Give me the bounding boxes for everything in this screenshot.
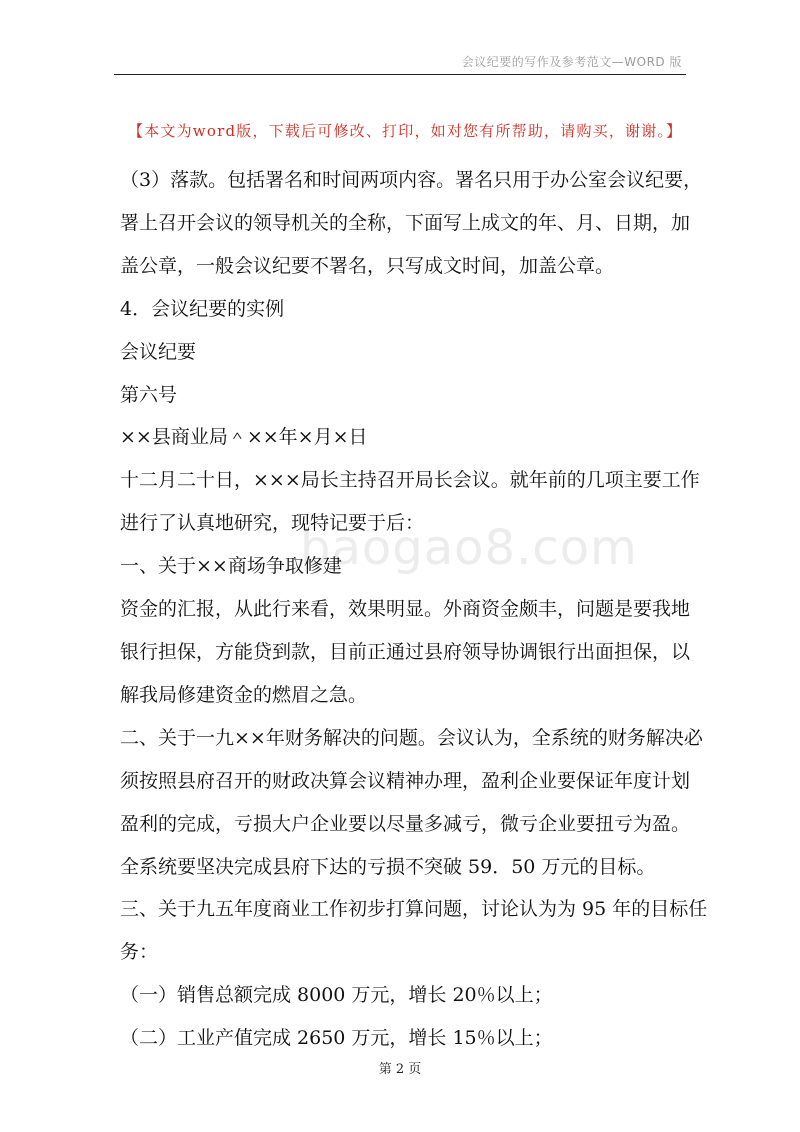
paragraph-line: 解我局修建资金的燃眉之急。 (120, 683, 368, 706)
purchase-notice: 【本文为word版，下载后可修改、打印，如对您有所帮助，请购买，谢谢。】 (128, 122, 683, 140)
header-title: 会议纪要的写作及参考范文—WORD 版 (461, 55, 682, 69)
paragraph-line: （3）落款。包括署名和时间两项内容。署名只用于办公室会议纪要， (120, 169, 703, 191)
page-number: 第 2 页 (378, 1062, 422, 1077)
paragraph-line: 全系统要坚决完成县府下达的亏损不突破 59．50 万元的目标。 (120, 855, 656, 878)
paragraph-line: 4．会议纪要的实例 (120, 297, 285, 320)
paragraph-line: 二、关于一九××年财务解决的问题。会议认为，全系统的财务解决必 (120, 726, 703, 749)
paragraph-line: 三、关于九五年度商业工作初步打算问题，讨论认为为 95 年的目标任 (120, 898, 708, 921)
paragraph-line: 署上召开会议的领导机关的全称，下面写上成文的年、月、日期，加 (120, 211, 691, 234)
paragraph-line: 务： (120, 941, 159, 964)
paragraph-line: 十二月二十日，×××局长主持召开局长会议。就年前的几项主要工作 (120, 469, 700, 492)
paragraph-line: （二）工业产值完成 2650 万元，增长 15％以上； (120, 1027, 553, 1050)
paragraph-line: 会议纪要 (120, 340, 197, 363)
paragraph-line: 须按照县府召开的财政决算会议精神办理，盈利企业要保证年度计划 (120, 769, 691, 792)
paragraph-line: 一、关于××商场争取修建 (120, 555, 342, 578)
paragraph-line: 银行担保，方能贷到款，目前正通过县府领导协调银行出面担保，以 (120, 640, 691, 663)
document-body (120, 159, 708, 1060)
header-divider (114, 74, 686, 75)
paragraph-line: （一）销售总额完成 8000 万元，增长 20％以上； (120, 984, 553, 1007)
paragraph-line: ××县商业局＾××年×月×日 (120, 426, 368, 449)
paragraph-line: 资金的汇报，从此行来看，效果明显。外商资金颇丰，问题是要我地 (120, 598, 691, 621)
watermark: baogao8.com (300, 520, 638, 576)
paragraph-line: 盖公章，一般会议纪要不署名，只写成文时间，加盖公章。 (120, 254, 615, 277)
paragraph-line: 进行了认真地研究，现特记要于后： (120, 512, 425, 535)
paragraph-line: 第六号 (120, 383, 178, 406)
paragraph-line: 盈利的完成，亏损大户企业要以尽量多减亏，微亏企业要扭亏为盈。 (120, 812, 691, 835)
